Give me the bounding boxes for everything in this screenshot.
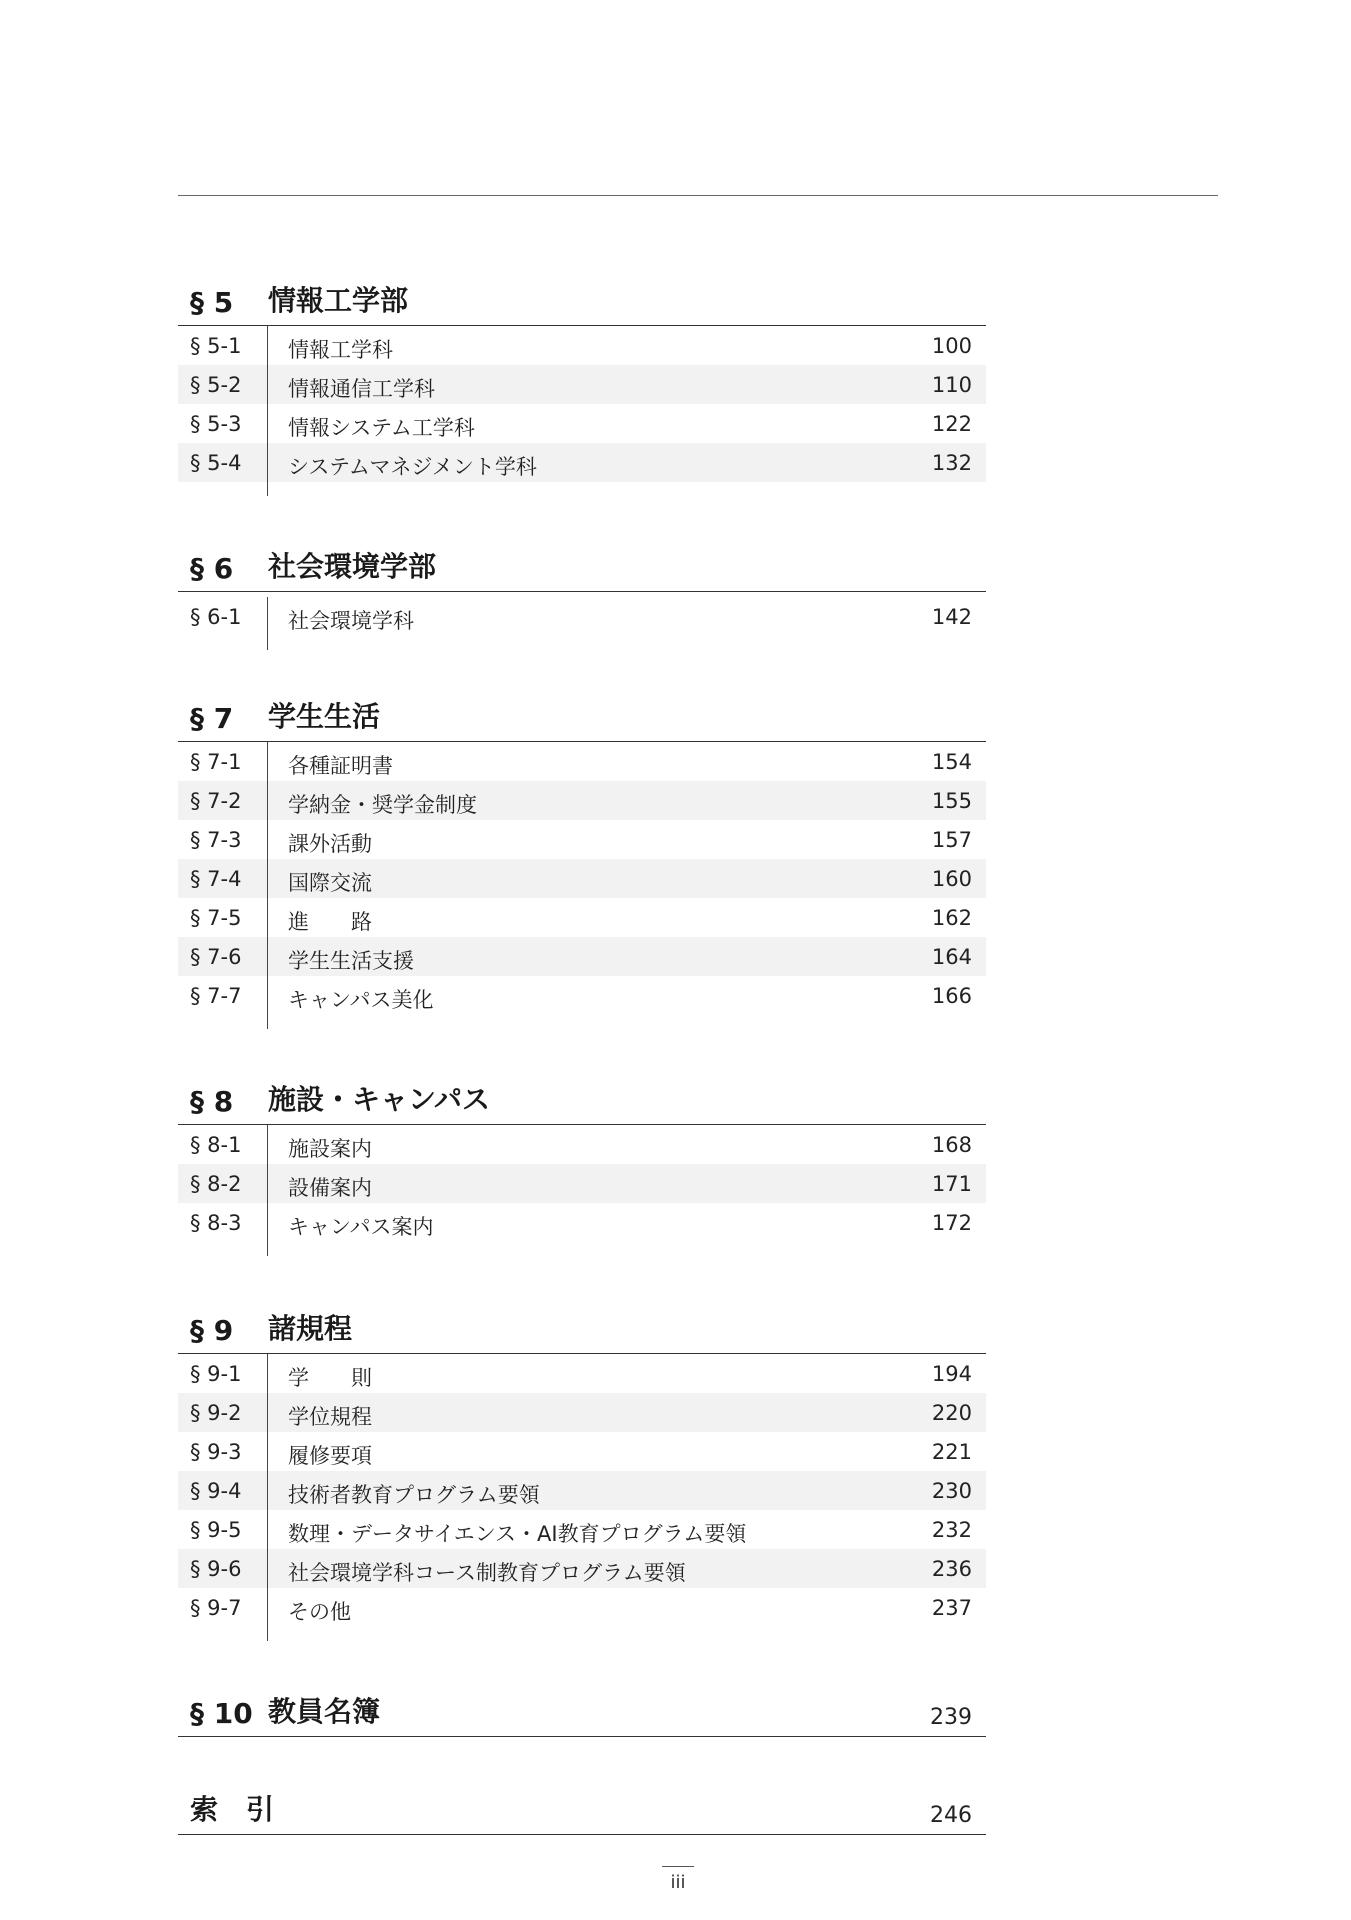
item-number: § 9-7 [190,1596,242,1620]
toc-item[interactable] [178,1393,986,1432]
item-number: § 7-5 [190,906,242,930]
toc-section-9 [178,1312,986,1627]
item-title: 学納金・奨学金制度 [288,793,477,817]
footer-rule [662,1866,694,1867]
item-page: 154 [931,750,972,774]
toc-item[interactable] [178,742,986,781]
section-number: § 8 [190,1085,234,1118]
item-title: 課外活動 [288,832,372,856]
item-page: 122 [931,412,972,436]
item-title: システムマネジメント学科 [288,455,537,479]
section-title: 教員名簿 [268,1695,381,1728]
toc-section-5 [178,284,986,482]
item-page: 166 [931,984,972,1008]
item-page: 157 [931,828,972,852]
toc-item[interactable] [178,859,986,898]
section-title: 情報工学部 [268,284,409,317]
section-page: 239 [930,1705,972,1730]
item-page: 172 [931,1211,972,1235]
toc-item[interactable] [178,937,986,976]
page-number: iii [670,1872,686,1893]
item-page: 230 [931,1479,972,1503]
item-number: § 7-1 [190,750,242,774]
toc-item[interactable] [178,404,986,443]
item-number: § 6-1 [190,605,242,629]
item-page: 162 [931,906,972,930]
item-page: 100 [931,334,972,358]
toc-section-10 [178,1695,986,1737]
toc-item[interactable] [178,1588,986,1627]
item-page: 237 [931,1596,972,1620]
item-page: 236 [931,1557,972,1581]
section-number: § 6 [190,552,234,585]
item-number: § 9-5 [190,1518,242,1542]
item-title: 情報システム工学科 [288,416,475,440]
section-title: 諸規程 [268,1312,353,1345]
item-page: 221 [931,1440,972,1464]
item-number: § 9-3 [190,1440,242,1464]
item-title: 社会環境学科コース制教育プログラム要領 [288,1561,686,1585]
section-items [178,1125,986,1242]
section-heading[interactable] [178,550,986,592]
item-title: 情報工学科 [288,338,393,362]
section-items [178,742,986,1015]
section-items [178,326,986,482]
item-title: キャンパス美化 [288,988,434,1012]
item-page: 160 [931,867,972,891]
item-page: 194 [931,1362,972,1386]
toc-item[interactable] [178,976,986,1015]
item-page: 232 [931,1518,972,1542]
item-number: § 5-3 [190,412,242,436]
section-title: 索 引 [190,1793,275,1826]
item-title: 国際交流 [288,871,372,895]
item-number: § 5-1 [190,334,242,358]
item-number: § 7-7 [190,984,242,1008]
item-number: § 7-6 [190,945,242,969]
toc-section-8 [178,1083,986,1242]
toc-section-7 [178,700,986,1015]
item-page: 164 [931,945,972,969]
section-heading[interactable] [178,284,986,326]
item-title: 履修要項 [288,1444,372,1468]
item-number: § 9-1 [190,1362,242,1386]
item-title: 設備案内 [288,1176,372,1200]
section-title: 社会環境学部 [268,550,437,583]
section-items [178,1354,986,1627]
section-title: 施設・キャンパス [268,1083,491,1116]
toc-item[interactable] [178,781,986,820]
toc-item[interactable] [178,1125,986,1164]
toc-item[interactable] [178,1510,986,1549]
item-page: 110 [931,373,972,397]
section-heading[interactable] [178,1793,986,1835]
table-of-contents [178,0,986,1920]
toc-item[interactable] [178,1432,986,1471]
section-title: 学生生活 [268,700,381,733]
item-number: § 7-4 [190,867,242,891]
item-page: 155 [931,789,972,813]
toc-item[interactable] [178,820,986,859]
item-number: § 5-4 [190,451,242,475]
section-items [178,597,986,636]
item-number: § 8-1 [190,1133,242,1157]
toc-item[interactable] [178,1203,986,1242]
item-title: 数理・データサイエンス・AI教育プログラム要領 [288,1522,747,1546]
item-title: 各種証明書 [288,754,393,778]
item-title: 学 則 [288,1366,372,1390]
section-heading[interactable] [178,1695,986,1737]
item-title: 情報通信工学科 [288,377,435,401]
item-title: 社会環境学科 [288,609,414,633]
toc-section-index [178,1793,986,1835]
section-heading[interactable] [178,1083,986,1125]
item-number: § 9-2 [190,1401,242,1425]
toc-item[interactable] [178,326,986,365]
toc-item[interactable] [178,1164,986,1203]
item-title: キャンパス案内 [288,1215,434,1239]
item-title: 学位規程 [288,1405,372,1429]
item-title: その他 [288,1600,351,1624]
toc-section-6 [178,550,986,636]
section-page: 246 [930,1803,972,1828]
item-number: § 7-2 [190,789,242,813]
item-number: § 9-6 [190,1557,242,1581]
item-number: § 5-2 [190,373,242,397]
section-number: § 10 [190,1697,253,1730]
item-number: § 9-4 [190,1479,242,1503]
section-number: § 5 [190,286,234,319]
item-page: 132 [931,451,972,475]
section-number: § 7 [190,702,234,735]
toc-item[interactable] [178,1354,986,1393]
toc-item[interactable] [178,365,986,404]
toc-item[interactable] [178,443,986,482]
item-title: 施設案内 [288,1137,372,1161]
item-number: § 7-3 [190,828,242,852]
item-number: § 8-2 [190,1172,242,1196]
item-page: 220 [931,1401,972,1425]
item-page: 171 [931,1172,972,1196]
toc-item[interactable] [178,597,986,636]
section-heading[interactable] [178,1312,986,1354]
item-title: 進 路 [288,910,372,934]
item-page: 168 [931,1133,972,1157]
item-number: § 8-3 [190,1211,242,1235]
item-title: 技術者教育プログラム要領 [288,1483,540,1507]
item-title: 学生生活支援 [288,949,414,973]
toc-item[interactable] [178,898,986,937]
section-heading[interactable] [178,700,986,742]
toc-item[interactable] [178,1549,986,1588]
toc-item[interactable] [178,1471,986,1510]
item-page: 142 [931,605,972,629]
section-number: § 9 [190,1314,234,1347]
